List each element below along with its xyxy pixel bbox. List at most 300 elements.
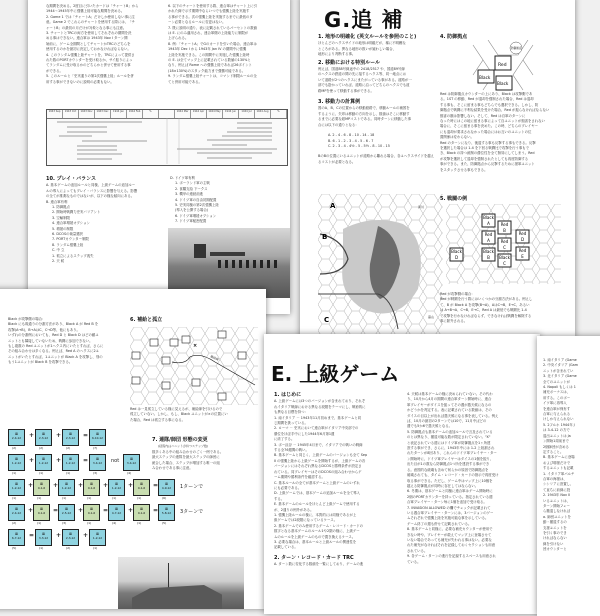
supply-isolation-text bbox=[130, 407, 255, 423]
division-counter: ⊠ 2-3-12 bbox=[35, 429, 52, 446]
text-line: 補充ボーナスは、 bbox=[543, 390, 570, 395]
division-counter: ⊠ 2-3-12 bbox=[62, 529, 79, 546]
text-line: Red は一見孤立している様に見えるが、補給線を引けるので bbox=[130, 407, 223, 411]
text-line: は 3-4-12 の方で bbox=[543, 428, 570, 433]
text-line: 取る事ができる。ただし、ゲーム中はマップ上に10個を bbox=[407, 478, 493, 483]
step-count: (1) bbox=[87, 496, 92, 500]
text-line: ン開始1周前まで bbox=[543, 439, 569, 444]
text-line: る。意図的な破壊も含めて何らかの原因で防御拠点を bbox=[407, 467, 489, 472]
text-line: (導入を公開する場合) bbox=[175, 208, 209, 213]
svg-text:E: E bbox=[521, 254, 524, 259]
svg-text:C: C bbox=[503, 261, 506, 266]
text-line: ニットが含まれてい bbox=[543, 368, 574, 373]
division-counter: ⊠ 1-2-12 bbox=[58, 479, 75, 496]
movement-special-rules-title: 2. 移動における特別ルール bbox=[318, 59, 381, 66]
step-count: (1) bbox=[93, 546, 98, 550]
chart-column-header: 1944 May bbox=[207, 110, 223, 118]
text-line: を選択した場合は 1-4 を下回る戦闘比で攻撃を行う事もで bbox=[440, 146, 530, 151]
text-line: 3. 必要な場合は、基本ルールと上級ルールの関連性を bbox=[274, 539, 357, 544]
map-label-river: 河川 bbox=[418, 205, 425, 209]
text-line: は A→B→A、C→B、E→C、Red A は最低でも戦闘比 1-4 bbox=[440, 308, 527, 313]
text-line: 使用するのかを最初に決定しておかなければならない。 bbox=[46, 47, 131, 52]
text-line: 越える防御拠点が同時に存在してはならない。 bbox=[407, 483, 479, 488]
svg-text:Black: Black bbox=[483, 215, 494, 220]
text-line: 上げられる。 bbox=[168, 36, 189, 41]
equals-sign: = bbox=[83, 457, 89, 464]
regiment-counter: ⊠ 0-1-6 bbox=[33, 479, 50, 496]
text-line: 部でも掛かっていれば、道路に沿ってどちらのヘクスでも道 bbox=[318, 83, 410, 88]
text-line: 6. DCOSの裁量選択 bbox=[52, 232, 84, 237]
map-label-mountain: 高山 bbox=[428, 315, 435, 319]
step-count: (1) bbox=[37, 521, 42, 525]
german-advantage-list bbox=[170, 176, 280, 225]
text-line: 4. 連合軍増援オプション bbox=[52, 221, 90, 226]
text-line: Red が攻撃側の場合： bbox=[440, 292, 475, 296]
text-line: けしか与えられない bbox=[543, 417, 574, 422]
text-line: 2. 開始時戦闘力史実バリアント bbox=[52, 210, 101, 215]
text-line: 6. 冬期は、基本ゲームと同様に連合軍はゲーム開始時に bbox=[407, 489, 493, 494]
text-line: する。 bbox=[274, 496, 285, 501]
text-line: Black にも幾通りの分割方法があり、Black A が Red B を bbox=[8, 322, 99, 327]
text-line: 御拠点で戦闘に不利な結果を受けた場合、Red が振らなければならない bbox=[440, 108, 550, 113]
text-line: にも必要である。 bbox=[274, 485, 302, 490]
text-line: 動・撤退するの bbox=[543, 520, 567, 525]
text-line: 1. イタリア軍パルチ bbox=[543, 471, 575, 476]
chart-column-header: 1944 Apr bbox=[191, 110, 207, 118]
regiment-division-title: 7. 連隊/師団 形態の変更 bbox=[152, 437, 208, 443]
equals-sign: = bbox=[103, 507, 109, 514]
step-count: (1) bbox=[137, 496, 142, 500]
text-line: 週でも5か6で悪天候となる。 bbox=[407, 424, 453, 429]
text-line: 1. 防御拠点 bbox=[52, 205, 70, 210]
text-line: いるユニットは、 bbox=[543, 498, 570, 503]
regiment-counter: ⊠ 0-1-6 bbox=[133, 479, 150, 496]
text-line: いて道路が2つのヘクスにまたがっている事がある。道路が一 bbox=[318, 77, 412, 82]
division-counter: ⊠ 2-3-12 bbox=[62, 429, 79, 446]
text-line: 2. 基本ゲームでのみ使用するゲーム・レコード・カードの bbox=[274, 523, 364, 528]
section-10-title: 10. プレイ・バランス bbox=[46, 176, 96, 182]
text-line: 5. 2フルホ 1944年 J bbox=[543, 422, 575, 427]
random-invasion-rules-right bbox=[168, 4, 283, 85]
text-line: にも退却が要求されなかった場合にはお互いのユニットの位 bbox=[440, 129, 532, 134]
strongpoint-title: 4. 防御拠点 bbox=[440, 34, 468, 40]
equals-sign: = bbox=[29, 532, 35, 539]
regiment-division-subtitle: (括弧内はユニットが持つステップ数) bbox=[158, 444, 209, 449]
text-line: するユニットも記載 bbox=[543, 466, 574, 471]
text-line: 2. 1943年 Nov II bbox=[543, 493, 571, 498]
text-line: 退出ユニットは Ja bbox=[543, 433, 571, 438]
text-line: り、10月から4月の期間の連合軍ターン開始時に、連合 bbox=[407, 397, 492, 402]
text-line: Red のターンになり、後退する事も反撃する事もできる。反撃 bbox=[440, 140, 536, 145]
division-counter: ⊠ 2-4-12 bbox=[8, 504, 25, 521]
text-line: きない時や、プレイヤーが敢えてマップ上に登場させて bbox=[407, 532, 492, 537]
text-line: を連合軍が保有す bbox=[543, 406, 571, 411]
text-line: 場合に、そこに留まる事を決めた。この時、どちらのプレイヤー bbox=[440, 124, 539, 129]
text-line: てランダムに受け取るかのどちらかと併せて使用する事 bbox=[46, 63, 131, 68]
rulebook-page-play-balance bbox=[28, 0, 290, 314]
text-line: 8. 基本ゲームと同様に、必要な補充カウンターが使用で bbox=[407, 527, 493, 532]
text-line: 2個師団が含める bbox=[543, 444, 569, 449]
unit-black: Black bbox=[497, 81, 509, 86]
text-line: 8. ランダム強襲上陸 bbox=[52, 242, 84, 247]
text-line: 用する。このボー bbox=[543, 395, 571, 400]
text-line: のとは異なり、撤退可能な数が限定されていない。"X" bbox=[407, 435, 491, 440]
trc-text: A. ターン数に変化する数値を一覧にしており、ゲームの進 bbox=[274, 562, 364, 567]
text-line: に終了する。 bbox=[274, 437, 295, 442]
text-line: 級ゲームでは2段階になっているケース。 bbox=[274, 518, 338, 523]
text-line: るまでに必要な総MPコストである。同時ターンに移動した事 bbox=[318, 117, 412, 122]
text-line: イツ軍に再導入 bbox=[543, 401, 567, 406]
plus-sign: + bbox=[128, 507, 134, 514]
strongpoint-text bbox=[440, 92, 568, 173]
text-line: 3. 北イタリア (Game bbox=[543, 374, 577, 379]
step-count: (1) bbox=[112, 496, 117, 500]
svg-text:Black: Black bbox=[483, 249, 494, 254]
step-count: (2) bbox=[66, 446, 71, 450]
text-line: ができる。 bbox=[46, 68, 63, 73]
svg-text:Red: Red bbox=[500, 222, 509, 227]
text-line: 上陸を実施できる。この期間中に実施した強襲上陸時 bbox=[168, 52, 250, 57]
svg-text:D: D bbox=[454, 255, 459, 260]
unit-black: Black bbox=[479, 75, 491, 80]
svg-text:B: B bbox=[487, 255, 490, 260]
text-line: 意。Game 2 でこれらのチャートを使用する際には、「チ bbox=[46, 20, 135, 25]
text-line: 4. ドイツ軍の自由初期配置 bbox=[175, 197, 217, 202]
step-count: (1) bbox=[12, 471, 17, 475]
division-counter: ⊠ 6-10-12 bbox=[89, 429, 106, 446]
text-line: A. 2 - 4 - 6 - 8 - 10 - 14 - 18 bbox=[328, 133, 375, 138]
equals-sign: = bbox=[83, 432, 89, 439]
text-line: B. 連合軍有利 bbox=[46, 199, 68, 204]
plus-sign: + bbox=[83, 532, 89, 539]
text-line: た場合、Red は孤立する事になる。 bbox=[130, 417, 185, 422]
division-counter: ⊠ 1-2-12 bbox=[108, 479, 125, 496]
text-line: 1. ポーランド軍の主戦 bbox=[175, 181, 210, 186]
random-invasion-chart bbox=[46, 109, 288, 166]
random-invasion-rules-left bbox=[46, 4, 161, 85]
text-line: 3. 機甲の連続前進 bbox=[175, 192, 204, 197]
text-line: E. 基本ゲームのルールをほとんど上級ゲームで使用する bbox=[274, 502, 360, 507]
text-line: されている。 bbox=[407, 548, 428, 553]
chart-column-header: 1944 Jan bbox=[111, 110, 127, 118]
text-line: 破壊されても、タイム・レコード・カードの指示で再度受け bbox=[407, 473, 499, 478]
text-line: バージョンにはそれぞれ異なるDCOSと勝利条件が設定さ bbox=[274, 464, 362, 469]
step-count: (1) bbox=[39, 546, 44, 550]
text-line: 1. 南イタリア (Game bbox=[543, 358, 577, 362]
step-count: (1) bbox=[137, 521, 142, 525]
combat-example-section bbox=[440, 194, 565, 203]
text-line: を引く事のでき bbox=[543, 531, 567, 535]
division-counter: ⊠ 4-9-12 bbox=[158, 479, 175, 496]
text-line: き、Black の持つ統制の優位性を全て無効にしてしまう。Red bbox=[440, 151, 535, 156]
strongpoint-callout: 防御拠点 bbox=[511, 47, 522, 50]
map-label-b: B bbox=[322, 233, 328, 241]
text-line: 2. 食糧支給 下ークス bbox=[175, 186, 208, 191]
addendum-title: G.追 補 bbox=[324, 8, 404, 32]
addendum-left-column bbox=[318, 32, 436, 165]
unit-red: Red bbox=[498, 63, 507, 68]
step-count: (1) bbox=[87, 521, 92, 525]
text-line: の E. は全てマップ上に記載されている数値の130%と bbox=[168, 58, 251, 63]
text-line: ほとんどのヘクスサイドの地形は明確だが、稀に不明瞭な bbox=[318, 41, 406, 46]
text-line: 7. PORTカウンター制限 bbox=[52, 237, 89, 242]
step-count: (4) bbox=[112, 521, 117, 525]
chart-column-header: 1944 Feb bbox=[127, 110, 143, 118]
text-line: II の強襲上陸から上級ゲームを開始するが、上級ゲームの各 bbox=[274, 458, 366, 463]
text-line: 優位をほぼ手中にした1944年6月第1週 bbox=[274, 431, 335, 436]
text-line: は E. にのみ適用され、連合軍側の上陸能力に制限が bbox=[168, 31, 249, 36]
text-line: 記載している。 bbox=[274, 545, 298, 550]
ship-photo bbox=[118, 557, 244, 609]
division-counter: ⊠ 1-2-12 bbox=[62, 454, 79, 471]
black-attack-text bbox=[8, 317, 120, 366]
text-line: 5. このルールと「史実通りの第2次強襲上陸」ルールを併 bbox=[46, 74, 134, 79]
step-count: (6) bbox=[162, 496, 167, 500]
text-line: れたターンが8回あり、これらのドイツ軍プレイヤー・ター bbox=[407, 451, 497, 456]
division-counter: ⊠ 3-4-12 bbox=[89, 454, 106, 471]
text-line: 9. 各ゲーム・ターンの進行を記録するスペースも用意され bbox=[407, 554, 496, 559]
combat-example-text bbox=[440, 292, 568, 324]
step-count: (3) bbox=[62, 521, 67, 525]
step-count: (2) bbox=[39, 446, 44, 450]
chart-column-header: 1944 Jul bbox=[239, 110, 255, 118]
text-line: ニットとも隣接していないため、戦闘に参加できない。 bbox=[8, 338, 93, 343]
text-line: る事ができる。次の強襲上陸を実施するまでに最低のタ bbox=[168, 14, 253, 19]
text-line: 出た目が1の数なら防御拠点1つ所を建設する事ができ bbox=[407, 462, 490, 467]
division-counter: ⊠ 2-5-12 bbox=[58, 504, 75, 521]
movement-calc-note: BのBの位置にいるユニットが道路から離れる場合、各ユヘクスサイドを越えるコストが必要となる。 bbox=[318, 154, 435, 164]
rulebook-page-advanced-game bbox=[264, 334, 540, 614]
text-line: 図のA、B、Cの位置からの移動経路で、移動ルールの補図を bbox=[318, 106, 410, 111]
equals-sign: = bbox=[153, 507, 159, 514]
plus-sign: + bbox=[28, 507, 34, 514]
equals-sign: = bbox=[153, 482, 159, 489]
text-line: 2. 天 候 bbox=[52, 259, 65, 264]
text-line: 6. ドイツ軍増援オプション bbox=[175, 213, 217, 218]
chart-column-header: 1944 Aug bbox=[255, 110, 271, 118]
text-line: ところがある。異なる地形の扱いが疑わしい場合、 bbox=[318, 46, 396, 51]
text-line: 最大ステップの連隊を最大ステップの師団に bbox=[152, 455, 220, 460]
plus-sign: + bbox=[29, 432, 35, 439]
plus-sign: + bbox=[56, 532, 62, 539]
step-count: (5) bbox=[12, 546, 17, 550]
chart-column-header: 1944 Mar bbox=[175, 110, 191, 118]
text-line: のヘクスの鉄道の間の先に接するヘクス等、同一地点にお bbox=[318, 72, 407, 77]
step-count: (1) bbox=[39, 471, 44, 475]
text-line: 支援ユニットを bbox=[543, 525, 567, 530]
rulebook-page-partial bbox=[537, 336, 600, 616]
text-line: および増援だけで bbox=[543, 460, 571, 465]
text-line: 5. 増援の制限 bbox=[52, 226, 74, 231]
plus-sign: + bbox=[78, 482, 84, 489]
terrain-clarification-title: 1. 地形の明確化 (英文ルールを参照のこと) bbox=[318, 34, 417, 40]
regiment-counter: ⊠ 0-1-6 bbox=[33, 504, 50, 521]
text-line: ければならない bbox=[543, 536, 567, 541]
text-line: 4. Napoli もしくは 1 bbox=[543, 385, 576, 390]
text-line: シシリアに設置し、 bbox=[543, 482, 574, 487]
text-line: 9. ランダム強襲上陸チャートは、コマンド制限ルールの全 bbox=[168, 74, 257, 79]
step-count: (3) bbox=[93, 471, 98, 475]
text-line: れている。同プレイヤーはそのDCOSの組み合わせからゲ bbox=[274, 469, 362, 474]
text-line: 7. ドイツ軍秘密配置 bbox=[175, 219, 207, 224]
chart-column-header: 1943 Nov bbox=[79, 110, 95, 118]
text-line: B. 基本ゲームと同じく、上級ゲームのバージョンも全て Sep bbox=[274, 453, 368, 458]
rulebook-page-supply bbox=[0, 289, 266, 609]
turn-count-label: 1ターンで bbox=[180, 484, 204, 490]
text-line: ムのルールを上級ゲームのもので置き換えるケース。 bbox=[274, 534, 356, 539]
text-line: ている。 bbox=[407, 559, 421, 564]
supply-hex-map bbox=[130, 327, 258, 405]
text-line: 数字となる基本ゲームのルール1や2類の様に、上級ゲー bbox=[274, 529, 360, 534]
svg-text:Red: Red bbox=[518, 231, 527, 236]
text-line: なり、例えば Rome への強襲上陸であれば26ポイント bbox=[168, 63, 252, 68]
text-line: 6. 以下のチャートを使用する際、連合軍はチャート上に引 bbox=[168, 4, 257, 8]
supply-isolation-title: 6. 補給と孤立 bbox=[130, 317, 163, 323]
text-line: が攻撃を選択して退却を強制されたとしても再度防御する bbox=[440, 156, 529, 161]
turn-count-label: 3ターンで bbox=[180, 509, 204, 515]
division-counter: ⊠ 6-7-12 bbox=[8, 529, 25, 546]
text-line: B. 基本ゲームに登場 bbox=[543, 455, 575, 460]
chart-column-header: % bbox=[271, 110, 287, 118]
text-line: もう1ユニットが Black B を攻撃できる。 bbox=[8, 360, 73, 365]
text-line: 2. Game 1 では「チャートA」だけしか使用しない事に注 bbox=[46, 14, 135, 19]
division-counter: ⊠ 5-8-12 bbox=[158, 504, 175, 521]
svg-text:Red: Red bbox=[500, 239, 509, 244]
text-line: 5. 史実同様の第2次強襲上陸 bbox=[175, 203, 219, 208]
text-line: するように、矢印は移動の方向を示し、数値はそこに移動す bbox=[318, 111, 410, 116]
text-line: 3. 空輸制限 bbox=[52, 215, 70, 220]
text-line: 事に除外される。 bbox=[440, 319, 468, 324]
svg-text:Red: Red bbox=[518, 248, 527, 253]
svg-text:B: B bbox=[503, 228, 506, 233]
text-line: かどうかを判定する。表に記載されている数値は、その bbox=[407, 408, 492, 413]
trc-title: 2. ターン・レコード・カード TRC bbox=[274, 554, 354, 561]
svg-text:Black: Black bbox=[499, 255, 510, 260]
chart-column-header: % bbox=[143, 110, 159, 118]
text-line: れイタリア戦線における異なる段階をテーマにし、戦術的に bbox=[274, 404, 366, 409]
step-count: (1) bbox=[62, 496, 67, 500]
map-label-a: A bbox=[330, 202, 336, 210]
division-counter: ⊠ 3-4-12 bbox=[123, 454, 140, 471]
plus-sign: + bbox=[53, 482, 59, 489]
combat-example-diagram bbox=[446, 204, 561, 284]
text-line: 全てのユニットが bbox=[543, 379, 570, 384]
chart-column-header: 1943 Sep bbox=[47, 110, 63, 118]
text-line: ば、10月の最初の2ターンでは10で、11月中ばどの bbox=[407, 419, 487, 424]
text-line: A. 上級ゲームには3つのバージョンが含まれており、それぞ bbox=[274, 399, 366, 404]
text-line: て直ちに前線に投 bbox=[543, 487, 571, 492]
text-line: その組み合わせは多くなる。例えば、Red A のヘクスに2ユ bbox=[8, 349, 100, 354]
text-line: なった時にはこの地に留まる事によって自ユニットが損害をされない bbox=[440, 119, 545, 124]
text-line: てと併用可能である。 bbox=[168, 79, 202, 84]
text-line: も異なる目標を持つ： bbox=[274, 410, 308, 415]
text-line: 1. 強襲上陸ルールの様に、本質的には同様であるが上 bbox=[274, 512, 357, 517]
movement-hex-map bbox=[318, 194, 443, 334]
plus-sign: + bbox=[78, 507, 84, 514]
division-counter: ⊠ 1-2-12 bbox=[8, 479, 25, 496]
text-line: 3. チャートとTRCの両方を使用してそれぞれの期間を決 bbox=[46, 31, 132, 36]
chart-column-header: 1944 Jun bbox=[223, 110, 239, 118]
text-line: が、2通りの例外がある。 bbox=[274, 507, 314, 512]
svg-text:Red: Red bbox=[484, 232, 493, 237]
text-line: 合軍の海援は、 bbox=[543, 476, 567, 481]
text-line: 4. このランダム強襲上陸チャートを、TRCによって提供さ bbox=[46, 52, 135, 57]
division-counter: ⊠ 2-4-12 bbox=[8, 429, 25, 446]
text-line: 団カウンターと bbox=[543, 547, 567, 552]
text-line: み合わせである事に注意。 bbox=[152, 466, 193, 471]
division-counter: ⊠ 4-7-12 bbox=[108, 504, 125, 521]
text-line: をスタックさせる事もできる。 bbox=[440, 167, 488, 172]
combat-example-title: 5. 戦闘の例 bbox=[440, 196, 468, 202]
step-count: (2) bbox=[66, 546, 71, 550]
text-line: 5. 防御拠点も基本ゲームの追加ルールで言及されている bbox=[407, 429, 493, 434]
text-line: 始前に、ゲーム全期間としてチャートかTRCのどちらを bbox=[46, 41, 131, 46]
text-line: C. 基本ルールの全てが基本ゲームと上級ゲームのいずれ bbox=[274, 480, 360, 485]
text-line: 合軍に与えられる bbox=[543, 412, 571, 417]
chart-column-header bbox=[159, 110, 175, 118]
text-line: れた数のPORTカウンターを受け取るか、サイ振りによっ bbox=[46, 58, 133, 63]
plus-sign: + bbox=[28, 482, 34, 489]
text-line: 3. ポー渓谷 － 1945年4月まで、イタリアでの戦いの戦線 bbox=[274, 442, 363, 447]
text-line: ムそれぞれで強襲上陸を実施可能な事を示している。 bbox=[407, 516, 489, 521]
step-count: (1) bbox=[66, 471, 71, 475]
text-line: 軍プレイヤーがダイスを振ってその週が悪天候になるの bbox=[407, 402, 492, 407]
text-line: 2個のPORTカウンターを持っている。指定されている週 bbox=[407, 494, 493, 499]
german-advantage-title: D. ドイツ軍有利 bbox=[170, 176, 195, 180]
text-line: 統合した場合、ステップが増加する唯一の組 bbox=[152, 460, 220, 465]
text-line: て、B が Black A を攻撃(B→A)、AはC→B、E→C、あるい bbox=[440, 302, 530, 307]
supply-line-label: 補給線 bbox=[209, 354, 220, 362]
text-line: Red は防御拠点カウンターの上にあり、Black は攻撃側であ bbox=[440, 92, 533, 96]
text-line: れた補充がなければそれを記録しておくセクションも用意 bbox=[407, 543, 496, 548]
text-line: Red が戦闘を行う際にはいくつかの分割方法がある。例えし bbox=[440, 297, 533, 302]
text-line: 線を引けない bbox=[543, 541, 564, 546]
text-line: D. 上級ゲームでは、基本ゲームの追加ルールを全て導入 bbox=[274, 491, 361, 496]
step-count: (1) bbox=[37, 496, 42, 500]
plus-sign: + bbox=[128, 482, 134, 489]
text-line: 孤立していない。しかし、もし、Black ユニットが×の位置にい bbox=[130, 412, 228, 417]
text-line: ーム期間や勝利条件を確認する。 bbox=[274, 475, 325, 480]
text-line: る。1ST の移動、Red が退却を強制された場合、Red は退却 bbox=[440, 97, 534, 102]
text-line: 2. ローマ － 史実において連合軍がイタリア中央部での bbox=[274, 426, 359, 431]
plus-sign: + bbox=[56, 432, 62, 439]
svg-text:A: A bbox=[487, 238, 490, 243]
text-line: 路MPを使って移動する事ができる。 bbox=[318, 88, 374, 93]
text-line: 用する事ができないのに説明の必要もない。 bbox=[46, 79, 114, 84]
text-line: 定すること。 bbox=[543, 449, 564, 454]
text-line: いない場合であっても補充が失われる事はない。必要な bbox=[407, 537, 492, 542]
text-line: 置関係は変わらない。 bbox=[440, 135, 474, 140]
text-line: C. 2 - 3 - 4 - 4½ - 5 - 5½ - 8 - 10 - 15 bbox=[328, 143, 390, 148]
text-line: じ期間を扱っている。 bbox=[274, 421, 308, 426]
division-counter: ⊠ 1-2-12 bbox=[35, 454, 52, 471]
text-line: 4. 天候は基本ゲームの様に決められていない。その代わ bbox=[407, 392, 493, 396]
advanced-game-title: E. 上級ゲーム bbox=[271, 362, 400, 386]
division-counter: ⊠ 3-3-12 bbox=[35, 529, 52, 546]
division-counter: ⊠ 1-2-12 bbox=[89, 529, 106, 546]
advanced-game-left-column bbox=[274, 390, 394, 568]
map-label-c: C bbox=[324, 316, 330, 324]
text-line: Black が攻撃側の場合： bbox=[8, 317, 46, 321]
text-line: 合には以下の通りとなる： bbox=[318, 122, 359, 127]
strongpoint-diagram bbox=[468, 40, 538, 92]
text-line: 7. 既に説明の通り、表に記載されているパーセントの数値 bbox=[168, 25, 258, 30]
advanced-game-right-column bbox=[407, 392, 532, 565]
regiment-counter: ⊠ 0-1-6 bbox=[83, 504, 100, 521]
text-line: 1943年 Dec I から 1943年 Jan IV の期間中に強襲 bbox=[168, 47, 247, 52]
text-line: で攻撃を行わなければならず、できなければ戦闘を解除する bbox=[440, 313, 532, 318]
text-line: ルの導入によってもプレイ・バランスに影響を与える。影響 bbox=[46, 188, 138, 193]
